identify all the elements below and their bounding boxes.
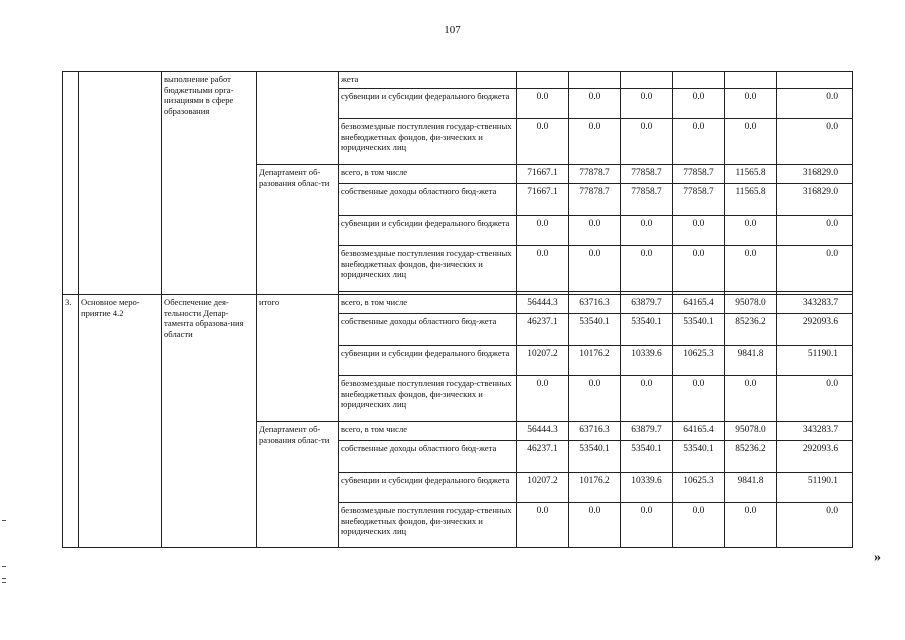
value-cell: 71667.1 — [517, 184, 569, 216]
source-type-cell: всего, в том числе — [339, 165, 517, 184]
event-cell: Основное меро-приятие 4.2 — [79, 295, 162, 548]
value-cell: 0.0 — [725, 246, 777, 292]
budget-table — [62, 71, 853, 548]
value-cell: 0.0 — [725, 119, 777, 165]
value-cell: 77878.7 — [569, 184, 621, 216]
value-cell: 0.0 — [621, 503, 673, 548]
value-cell: 0.0 — [725, 503, 777, 548]
value-cell: 77858.7 — [621, 165, 673, 184]
source-type-cell: безвозмездные поступления государ-ственных внебюджетных фондов, фи-зических и юридических лиц — [339, 503, 517, 548]
value-cell: 0.0 — [569, 246, 621, 292]
value-cell: 0.0 — [569, 89, 621, 119]
value-cell: 316829.0 — [777, 165, 853, 184]
value-cell: 0.0 — [517, 89, 569, 119]
value-cell: 0.0 — [569, 216, 621, 246]
source-type-cell: субвенции и субсидии федерального бюджета — [339, 216, 517, 246]
source-type-cell: собственные доходы областного бюд-жета — [339, 184, 517, 216]
value-cell: 46237.1 — [517, 441, 569, 473]
executor-cell — [257, 72, 339, 165]
value-cell: 77858.7 — [673, 165, 725, 184]
value-cell: 11565.8 — [725, 165, 777, 184]
value-cell: 77858.7 — [673, 184, 725, 216]
value-cell: 11565.8 — [725, 184, 777, 216]
source-type-cell: безвозмездные поступления государ-ственных внебюджетных фондов, фи-зических и юридических лиц — [339, 246, 517, 292]
scan-edge-mark — [2, 578, 6, 579]
value-cell: 0.0 — [517, 503, 569, 548]
value-cell: 0.0 — [621, 376, 673, 422]
source-type-cell: субвенции и субсидии федерального бюджета — [339, 473, 517, 503]
value-cell: 0.0 — [673, 376, 725, 422]
value-cell: 56444.3 — [517, 422, 569, 441]
value-cell: 10176.2 — [569, 346, 621, 376]
source-type-cell: собственные доходы областного бюд-жета — [339, 441, 517, 473]
value-cell: 64165.4 — [673, 422, 725, 441]
value-cell: 10625.3 — [673, 346, 725, 376]
value-cell: 292093.6 — [777, 314, 853, 346]
value-cell: 53540.1 — [621, 441, 673, 473]
value-cell: 0.0 — [777, 216, 853, 246]
continuation-mark: » — [874, 550, 881, 565]
source-type-cell: всего, в том числе — [339, 295, 517, 314]
value-cell: 63716.3 — [569, 295, 621, 314]
value-cell: 0.0 — [517, 216, 569, 246]
value-cell: 10176.2 — [569, 473, 621, 503]
value-cell: 63879.7 — [621, 295, 673, 314]
value-cell: 53540.1 — [569, 441, 621, 473]
value-cell — [673, 72, 725, 89]
value-cell: 343283.7 — [777, 295, 853, 314]
executor-cell: Департамент об-разования облас-ти — [257, 165, 339, 295]
value-cell: 10339.6 — [621, 346, 673, 376]
table-row — [63, 295, 853, 314]
source-type-cell: жета — [339, 72, 517, 89]
value-cell: 0.0 — [569, 119, 621, 165]
value-cell: 0.0 — [777, 119, 853, 165]
value-cell: 63716.3 — [569, 422, 621, 441]
value-cell: 51190.1 — [777, 346, 853, 376]
scan-edge-mark — [2, 566, 6, 567]
value-cell: 0.0 — [569, 376, 621, 422]
table-row — [63, 72, 853, 89]
value-cell: 63879.7 — [621, 422, 673, 441]
event-description-cell: Обеспечение дея-тельности Депар-тамента образова-ния области — [162, 295, 257, 548]
value-cell — [777, 72, 853, 89]
value-cell — [569, 72, 621, 89]
value-cell: 0.0 — [517, 246, 569, 292]
value-cell: 95078.0 — [725, 295, 777, 314]
value-cell: 0.0 — [725, 216, 777, 246]
value-cell: 77858.7 — [621, 184, 673, 216]
event-description-cell: выполнение работ бюджетными орга-низациями в сфере образования — [162, 72, 257, 295]
executor-cell: итого — [257, 295, 339, 422]
value-cell — [621, 72, 673, 89]
value-cell: 53540.1 — [673, 314, 725, 346]
value-cell: 77878.7 — [569, 165, 621, 184]
value-cell: 10625.3 — [673, 473, 725, 503]
value-cell: 316829.0 — [777, 184, 853, 216]
value-cell: 85236.2 — [725, 314, 777, 346]
value-cell: 0.0 — [517, 376, 569, 422]
scan-edge-mark — [2, 582, 6, 583]
value-cell: 0.0 — [621, 89, 673, 119]
value-cell: 9841.8 — [725, 473, 777, 503]
value-cell: 0.0 — [725, 89, 777, 119]
value-cell: 0.0 — [673, 503, 725, 548]
value-cell: 0.0 — [777, 376, 853, 422]
value-cell: 0.0 — [517, 119, 569, 165]
source-type-cell: субвенции и субсидии федерального бюджета — [339, 89, 517, 119]
scan-edge-mark — [2, 520, 6, 521]
page-number: 107 — [444, 24, 461, 36]
value-cell: 53540.1 — [673, 441, 725, 473]
value-cell: 0.0 — [673, 89, 725, 119]
row-number-cell: 3. — [63, 295, 79, 548]
value-cell: 0.0 — [621, 216, 673, 246]
value-cell: 0.0 — [621, 119, 673, 165]
value-cell: 46237.1 — [517, 314, 569, 346]
executor-cell: Департамент об-разования облас-ти — [257, 422, 339, 548]
value-cell: 85236.2 — [725, 441, 777, 473]
value-cell: 292093.6 — [777, 441, 853, 473]
event-cell — [79, 72, 162, 295]
value-cell: 0.0 — [777, 503, 853, 548]
value-cell: 71667.1 — [517, 165, 569, 184]
value-cell: 64165.4 — [673, 295, 725, 314]
value-cell: 53540.1 — [621, 314, 673, 346]
value-cell: 0.0 — [621, 246, 673, 292]
value-cell: 0.0 — [673, 246, 725, 292]
value-cell: 0.0 — [777, 89, 853, 119]
value-cell: 0.0 — [673, 119, 725, 165]
value-cell: 51190.1 — [777, 473, 853, 503]
value-cell: 95078.0 — [725, 422, 777, 441]
source-type-cell: безвозмездные поступления государ-ственных внебюджетных фондов, фи-зических и юридических лиц — [339, 119, 517, 165]
value-cell: 10207.2 — [517, 346, 569, 376]
value-cell: 10339.6 — [621, 473, 673, 503]
value-cell: 0.0 — [777, 246, 853, 292]
row-number-cell — [63, 72, 79, 295]
value-cell — [517, 72, 569, 89]
value-cell — [725, 72, 777, 89]
value-cell: 53540.1 — [569, 314, 621, 346]
value-cell: 0.0 — [673, 216, 725, 246]
value-cell: 0.0 — [569, 503, 621, 548]
value-cell: 0.0 — [725, 376, 777, 422]
source-type-cell: всего, в том числе — [339, 422, 517, 441]
value-cell: 56444.3 — [517, 295, 569, 314]
source-type-cell: субвенции и субсидии федерального бюджета — [339, 346, 517, 376]
value-cell: 343283.7 — [777, 422, 853, 441]
value-cell: 9841.8 — [725, 346, 777, 376]
source-type-cell: безвозмездные поступления государ-ственных внебюджетных фондов, фи-зических и юридических лиц — [339, 376, 517, 422]
source-type-cell: собственные доходы областного бюд-жета — [339, 314, 517, 346]
value-cell: 10207.2 — [517, 473, 569, 503]
